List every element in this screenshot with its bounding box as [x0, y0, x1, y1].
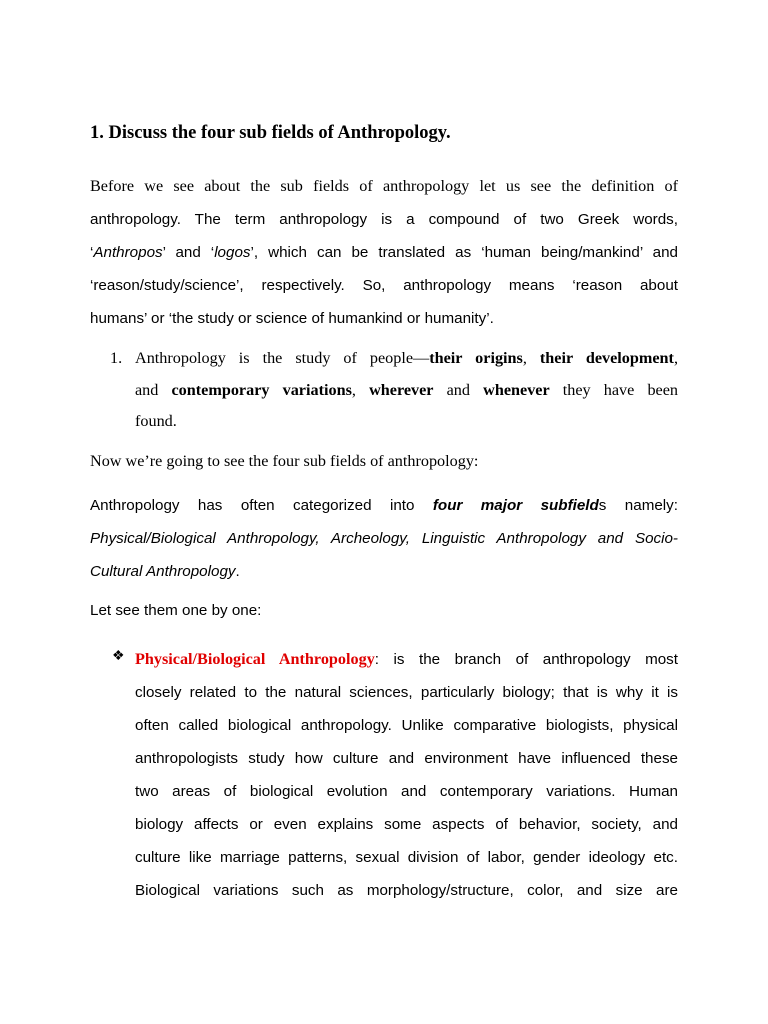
- greek-word-logos: logos: [214, 244, 251, 261]
- intro-line: [90, 236, 678, 269]
- list-number: 1.: [110, 349, 123, 367]
- greek-word-anthropos: Anthropos: [93, 244, 163, 261]
- bullet-line: closely related to the natural sciences, particularly biology; that is why it is: [135, 684, 678, 701]
- bullet-line: culture like marriage patterns, sexual division of labor, gender ideology etc.: [135, 849, 678, 866]
- intro-line: [90, 269, 678, 302]
- list-item-line: found.: [135, 412, 177, 430]
- bold-term: whenever: [483, 380, 550, 399]
- intro-text: ’, which can be translated as ‘human being/mankind’ and: [250, 244, 678, 261]
- intro-text: ’ and ‘: [162, 244, 215, 261]
- bullet-line: two areas of biological evolution and contemporary variations. Human: [135, 783, 678, 800]
- separator: ,: [351, 380, 370, 399]
- bold-term: wherever: [369, 380, 434, 399]
- subfields-text: Anthropology has often categorized into: [90, 497, 433, 514]
- emphasis-term: four major subfield: [432, 497, 599, 514]
- subfield-term: Physical/Biological Anthropology: [135, 650, 375, 668]
- definition-text: Anthropology is the study of people—: [135, 349, 430, 367]
- intro-text: ‘: [90, 244, 94, 261]
- bullet-text: : is the branch of anthropology most: [374, 651, 678, 668]
- intro-paragraph: [90, 170, 678, 335]
- intro-text: anthropology. The term anthropology is a compound of two Greek words,: [90, 211, 678, 228]
- bullet-line: biology affects or even explains some aspects of behavior, society, and: [135, 816, 678, 833]
- definition-text: and: [433, 380, 484, 399]
- bullet-line: [135, 643, 678, 676]
- bullet-line: often called biological anthropology. Unlike comparative biologists, physical: [135, 717, 678, 734]
- separator: ,: [522, 349, 540, 367]
- page-title: 1. Discuss the four sub fields of Anthropology.: [90, 123, 451, 143]
- bullet-body: [135, 643, 678, 907]
- now-line: Now we’re going to see the four sub fields of anthropology:: [90, 452, 479, 470]
- intro-line: [90, 203, 678, 236]
- diamond-bullet-icon: ❖: [112, 649, 125, 664]
- bold-term: their origins: [429, 349, 523, 367]
- intro-line: [90, 302, 678, 335]
- bold-term: contemporary variations: [171, 380, 352, 399]
- bullet-line: anthropologists study how culture and environment have influenced these: [135, 750, 678, 767]
- let-line: Let see them one by one:: [90, 602, 262, 619]
- subfields-line: [90, 489, 678, 522]
- subfields-text: Cultural Anthropology: [90, 563, 236, 580]
- subfields-line: Physical/Biological Anthropology, Archeology, Linguistic Anthropology and Socio-: [90, 530, 678, 547]
- subfields-text: .: [235, 563, 240, 580]
- subfields-paragraph: [90, 489, 678, 588]
- intro-line: Before we see about the sub fields of anthropology let us see the definition of: [90, 177, 678, 195]
- list-item-line: [135, 343, 678, 375]
- subfields-line: [90, 555, 678, 588]
- intro-text: humans’ or ‘the study or science of humankind or humanity’.: [90, 310, 494, 327]
- bullet-line: Biological variations such as morphology/structure, color, and size are: [135, 882, 678, 899]
- definition-text: and: [135, 380, 172, 399]
- list-item-line: [135, 375, 678, 407]
- subfields-text: s namely:: [598, 497, 678, 514]
- bold-term: their development: [539, 349, 674, 367]
- list-item-body: [135, 343, 678, 438]
- separator: ,: [673, 349, 678, 367]
- intro-text: ‘reason/study/science’, respectively. So, anthropology means ‘reason about: [90, 277, 678, 294]
- definition-text: they have been: [549, 380, 679, 399]
